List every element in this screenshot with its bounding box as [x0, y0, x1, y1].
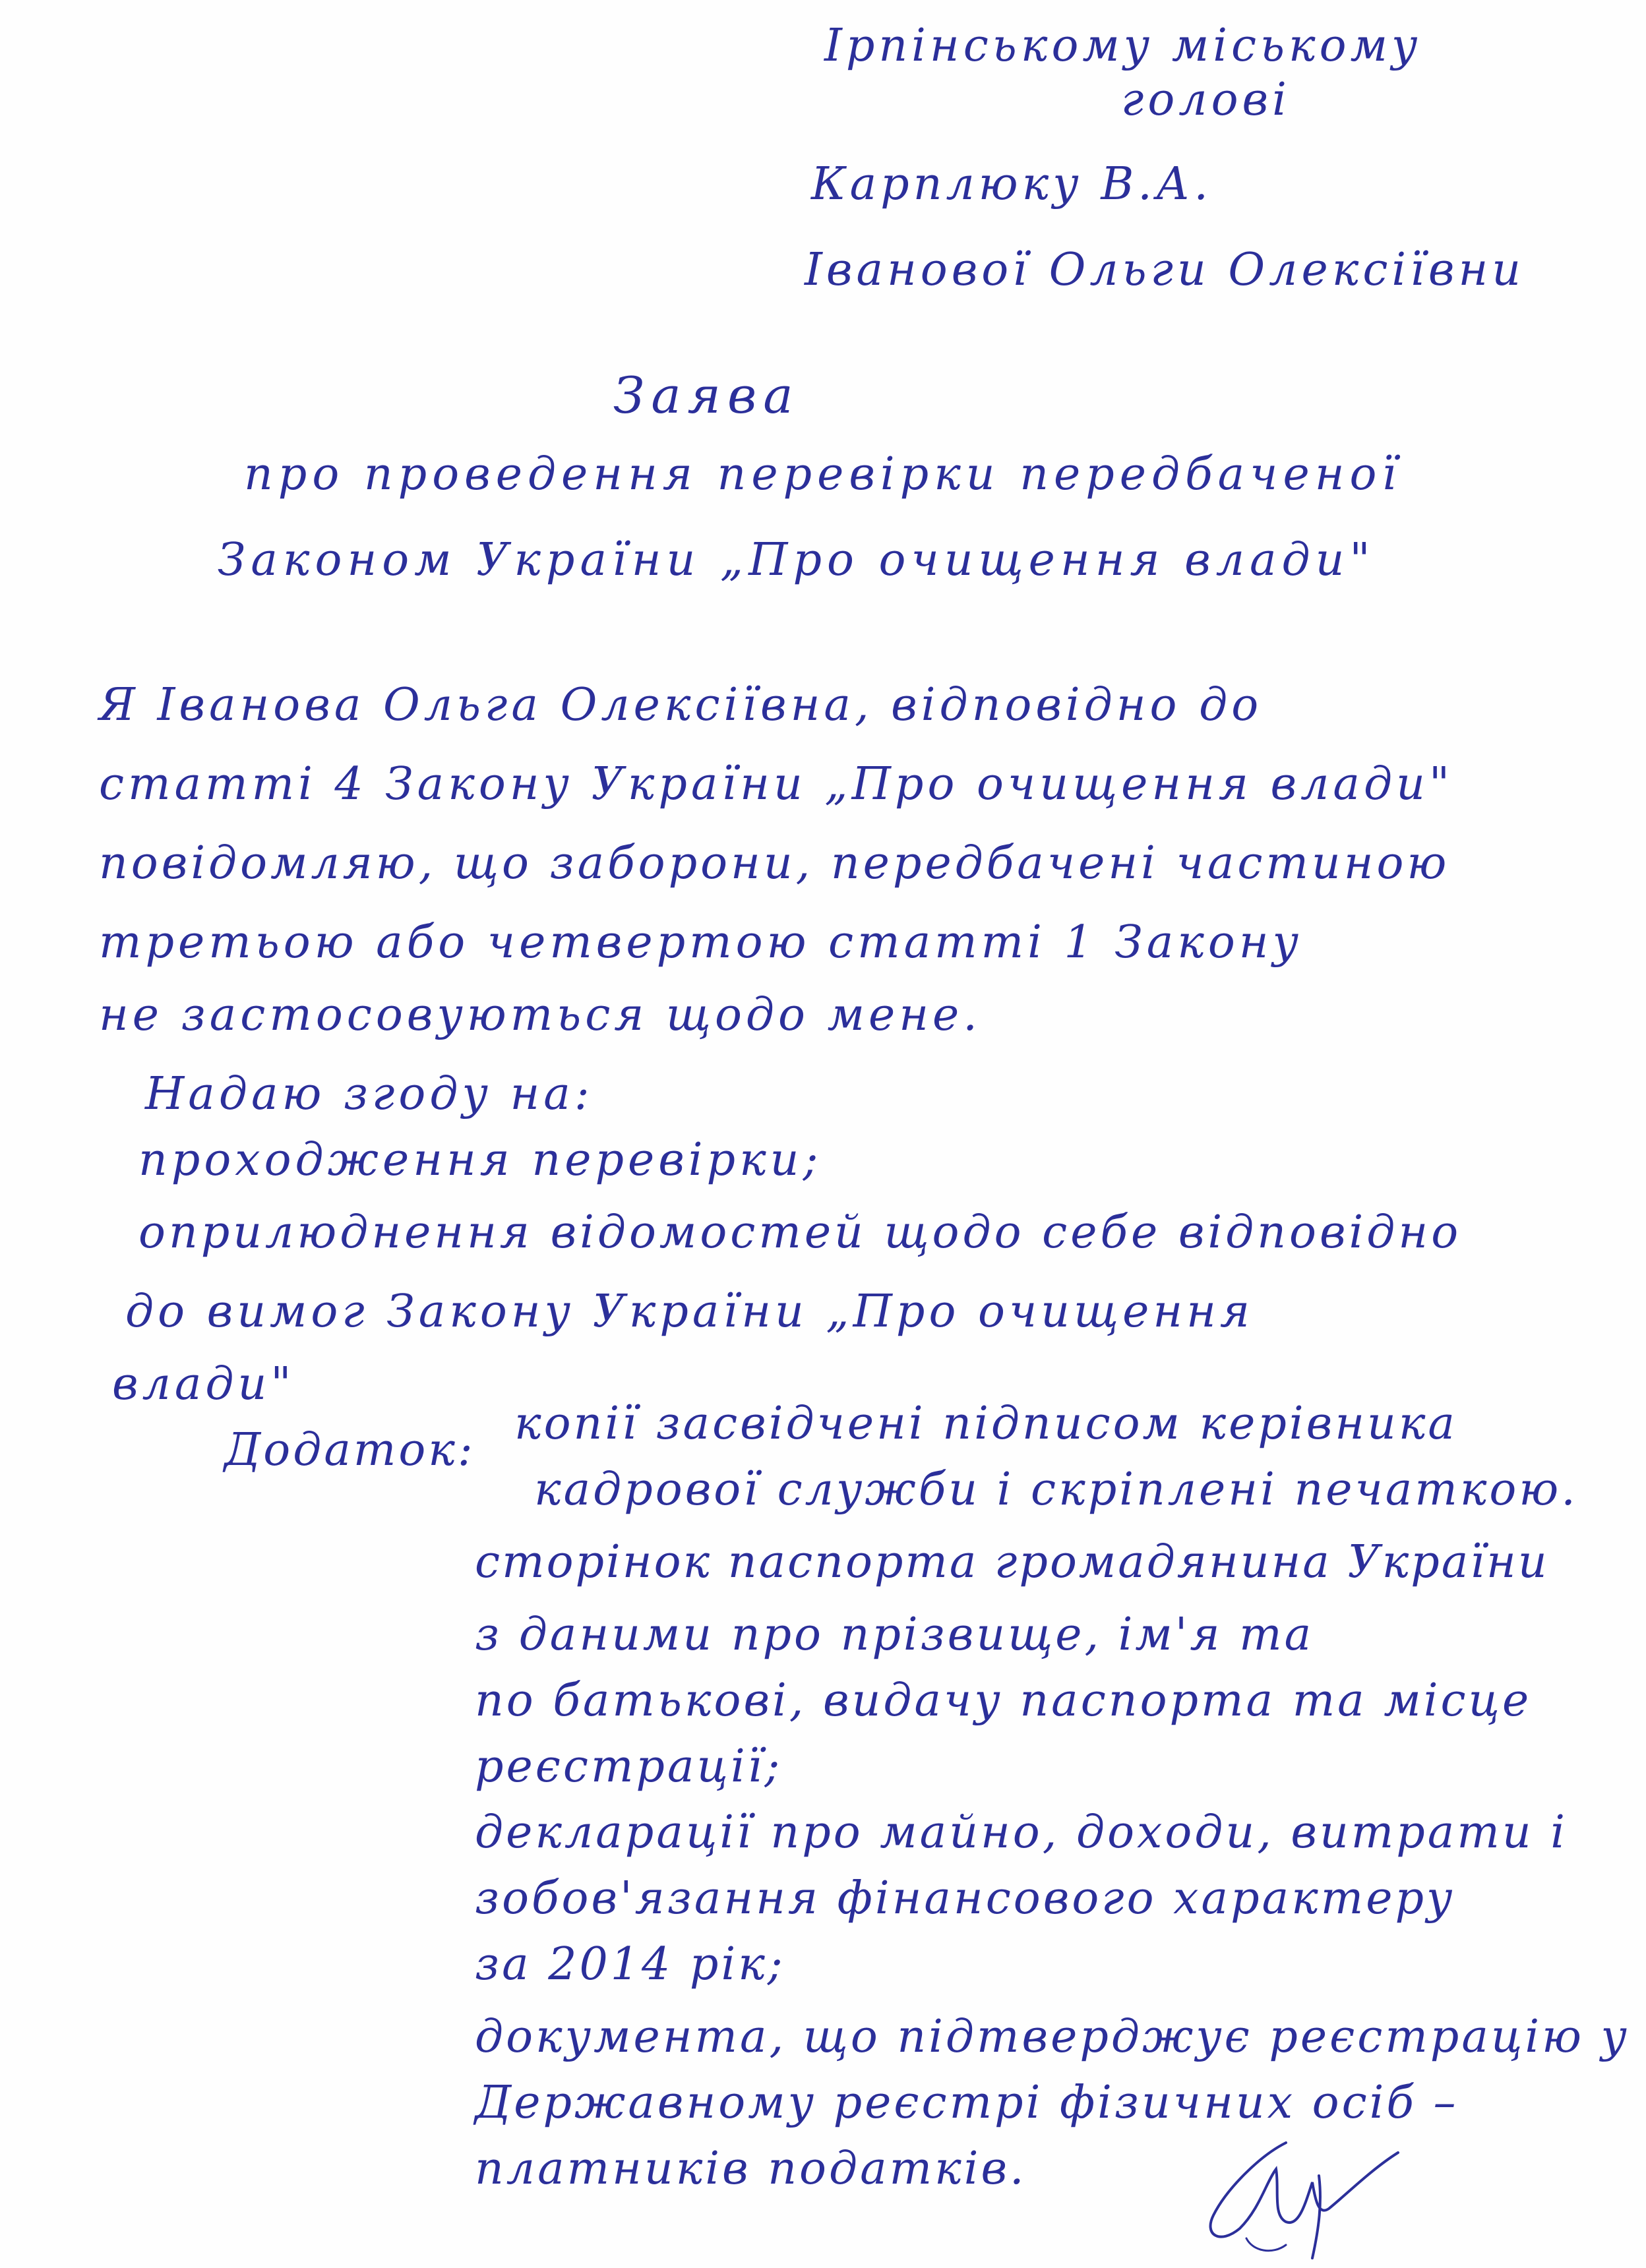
applicant-name: Іванової Ольги Олексіївни: [805, 244, 1525, 296]
addressee-line-2: голові: [1121, 74, 1291, 126]
attachment-line-12: платників податків.: [475, 2143, 1027, 2195]
attachment-line-5: по батькові, видачу паспорта та місце: [475, 1675, 1532, 1727]
attachment-line-9: за 2014 рік;: [475, 1938, 785, 1990]
statement-line-3: повідомляю, що заборони, передбачені частиною: [99, 837, 1450, 889]
addressee-name: Карплюку В.А.: [811, 158, 1213, 210]
consent-heading: Надаю згоду на:: [145, 1068, 594, 1120]
document-subtitle-line-1: про проведення перевірки передбаченої: [244, 448, 1402, 500]
document-title: Заява: [613, 366, 800, 425]
statement-line-4: третьою або четвертою статті 1 Закону: [99, 916, 1303, 969]
attachment-line-2: кадрової служби і скріплені печаткою.: [534, 1464, 1578, 1516]
consent-line-1: проходження перевірки;: [138, 1134, 822, 1186]
consent-line-3: до вимог Закону України „Про очищення: [125, 1286, 1254, 1338]
attachment-line-7: декларації про майно, доходи, витрати і: [475, 1806, 1568, 1859]
statement-line-2: статті 4 Закону України „Про очищення влади": [99, 758, 1454, 810]
attachments-label: Додаток:: [224, 1424, 475, 1476]
document-subtitle-line-2: Законом України „Про очищення влади": [218, 534, 1376, 586]
consent-line-4: влади": [112, 1358, 295, 1410]
attachment-line-6: реєстрації;: [475, 1741, 783, 1793]
attachment-line-10: документа, що підтверджує реєстрацію у: [475, 2011, 1630, 2063]
statement-line-1: Я Іванова Ольга Олексіївна, відповідно до: [99, 679, 1263, 731]
attachment-line-3: сторінок паспорта громадянина України: [475, 1536, 1549, 1588]
addressee-line-1: Ірпінському міському: [824, 20, 1422, 72]
attachment-line-11: Державному реєстрі фізичних осіб –: [475, 2077, 1459, 2129]
attachment-line-4: з даними про прізвище, ім'я та: [475, 1609, 1314, 1661]
consent-line-2: оприлюднення відомостей щодо себе відповідно: [138, 1207, 1462, 1259]
handwritten-signature: [1187, 2130, 1405, 2261]
attachment-line-1: копії засвідчені підписом керівника: [514, 1398, 1457, 1450]
attachment-line-8: зобов'язання фінансового характеру: [475, 1872, 1455, 1925]
statement-line-5: не застосовуються щодо мене.: [99, 989, 981, 1041]
